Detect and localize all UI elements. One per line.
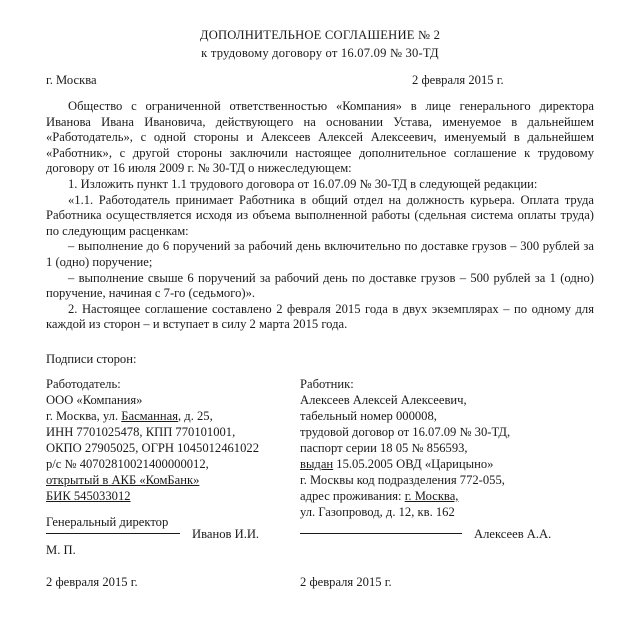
employee-division: г. Москвы код подразделения 772-055, <box>300 473 505 487</box>
employee-sign-date: 2 февраля 2015 г. <box>300 575 392 589</box>
employer-okpo-ogrn: ОКПО 27905025, ОГРН 1045012461022 <box>46 441 259 455</box>
title-subtitle: к трудовому договору от 16.07.09 № 30-ТД <box>201 46 439 60</box>
employee-label: Работник: <box>300 377 354 391</box>
employee-passport-issued: выдан 15.05.2005 ОВД «Царицыно» <box>300 457 494 471</box>
director-signature-line <box>46 533 180 534</box>
title-main: ДОПОЛНИТЕЛЬНОЕ СОГЛАШЕНИЕ № 2 <box>199 28 441 42</box>
agreement-body <box>46 99 594 333</box>
director-title: Генеральный директор <box>46 515 169 529</box>
intro-paragraph: Общество с ограниченной ответственностью «Компания» в лице генерального директора Иванова Ивана Ивановича, действующего на основании Устава, именуемое в дальнейшем «Работодатель», с одной стороны и Алексеев Алексей Алексеевич, именуемый в дальнейшем «Работник», с другой стороны заключили настоящее дополнительное соглашение к трудовому договору от 16 июля 2009 г. № 30-ТД о нижеследующем: <box>46 99 594 176</box>
employee-signature-line <box>300 533 462 534</box>
employer-label: Работодатель: <box>46 377 121 391</box>
employee-residence-street: ул. Газопровод, д. 12, кв. 162 <box>300 505 455 519</box>
employer-address: г. Москва, ул. Басманная, д. 25, <box>46 409 213 423</box>
item-2: 2. Настоящее соглашение составлено 2 февраля 2015 года в двух экземплярах – по одному для каждой из сторон – и вступает в силу 2 марта 2015 года. <box>46 301 594 332</box>
director-name: Иванов И.И. <box>192 527 260 541</box>
employer-bik: БИК 545033012 <box>46 489 131 503</box>
employee-passport: паспорт серии 18 05 № 856593, <box>300 441 468 455</box>
employee-contract: трудовой договор от 16.07.09 № 30-ТД, <box>300 425 511 439</box>
rate-bullet-1: – выполнение до 6 поручений за рабочий день включительно по доставке грузов – 300 рублей за 1 (одно) поручение; <box>46 239 594 269</box>
item-1-1: «1.1. Работодатель принимает Работника в общий отдел на должность курьера. Оплата труда Работника осуществляется исходя из объема выполненной работы (сдельная система оплаты труда) по следующим расценкам: <box>46 192 594 238</box>
employee-details <box>300 376 600 520</box>
employer-sign-date: 2 февраля 2015 г. <box>46 575 138 589</box>
employee-residence: адрес проживания: г. Москва, <box>300 489 459 503</box>
employer-inn-kpp: ИНН 7701025478, КПП 770101001, <box>46 425 236 439</box>
place: г. Москва <box>46 73 97 87</box>
stamp-place: М. П. <box>46 543 76 557</box>
employee-name: Алексеев Алексей Алексеевич, <box>300 393 467 407</box>
rate-bullet-2: – выполнение свыше 6 поручений за рабочий день по доставке грузов – 500 рублей за 1 (одно) поручение, начиная с 7-го (седьмого)». <box>46 270 594 301</box>
employer-name: ООО «Компания» <box>46 393 143 407</box>
employee-short-name: Алексеев А.А. <box>474 527 552 541</box>
employer-bank: открытый в АКБ «КомБанк» <box>46 473 200 487</box>
signatures-heading: Подписи сторон: <box>46 352 137 366</box>
employer-account: р/с № 40702810021400000012, <box>46 457 209 471</box>
document-title <box>0 26 640 62</box>
item-1: 1. Изложить пункт 1.1 трудового договора от 16.07.09 № 30-ТД в следующей редакции: <box>68 176 538 191</box>
employee-tab-number: табельный номер 000008, <box>300 409 437 423</box>
employer-details <box>46 376 296 504</box>
document-date: 2 февраля 2015 г. <box>412 73 504 87</box>
